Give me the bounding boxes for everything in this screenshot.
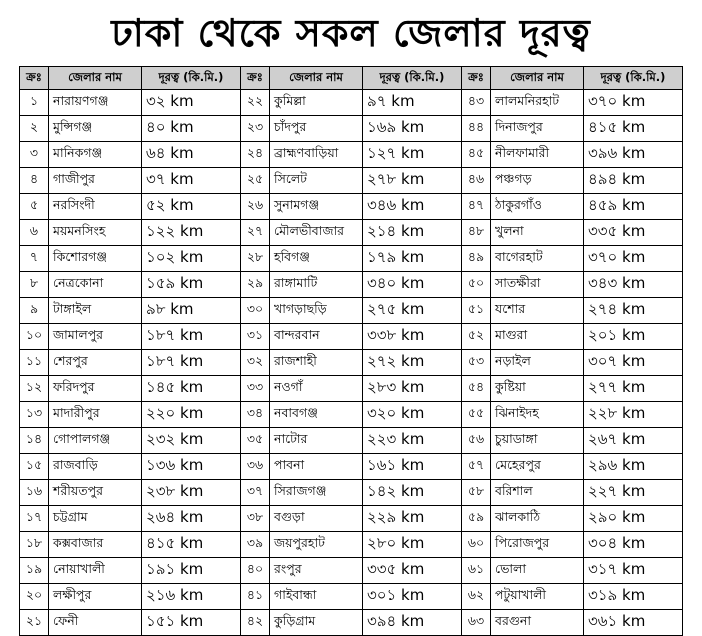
serial-cell: ৪০ bbox=[241, 558, 270, 584]
distance-cell: ৩০১ km bbox=[363, 584, 462, 610]
distance-cell: ২৭৭ km bbox=[584, 376, 683, 402]
district-name-cell: মানিকগঞ্জ bbox=[49, 142, 142, 168]
district-distance-table bbox=[19, 66, 683, 636]
distance-cell: ৩৩৫ km bbox=[363, 558, 462, 584]
distance-cell: ২১৬ km bbox=[142, 584, 241, 610]
distance-cell: ১৭৯ km bbox=[363, 246, 462, 272]
distance-cell: ৩৭০ km bbox=[584, 90, 683, 116]
distance-cell: ৫২ km bbox=[142, 194, 241, 220]
distance-cell: ২৩২ km bbox=[142, 428, 241, 454]
distance-cell: ২৭৪ km bbox=[584, 298, 683, 324]
district-name-cell: খাগড়াছড়ি bbox=[270, 298, 363, 324]
table-row bbox=[20, 506, 683, 532]
serial-cell: ২০ bbox=[20, 584, 49, 610]
serial-cell: ২৩ bbox=[241, 116, 270, 142]
table-body bbox=[20, 90, 683, 636]
serial-cell: ৫ bbox=[20, 194, 49, 220]
serial-cell: ৩৮ bbox=[241, 506, 270, 532]
serial-cell: ২৮ bbox=[241, 246, 270, 272]
serial-cell: ৪ bbox=[20, 168, 49, 194]
serial-cell: ৩৯ bbox=[241, 532, 270, 558]
district-name-cell: কুড়িগ্রাম bbox=[270, 610, 363, 636]
district-name-cell: নওগাঁ bbox=[270, 376, 363, 402]
serial-cell: ১৪ bbox=[20, 428, 49, 454]
distance-cell: ২৬৪ km bbox=[142, 506, 241, 532]
page-title: ঢাকা থেকে সকল জেলার দূরত্ব bbox=[111, 10, 591, 55]
district-name-cell: ব্রাহ্মণবাড়িয়া bbox=[270, 142, 363, 168]
district-name-cell: ফরিদপুর bbox=[49, 376, 142, 402]
district-name-cell: শেরপুর bbox=[49, 350, 142, 376]
table-row bbox=[20, 298, 683, 324]
district-name-cell: লালমনিরহাট bbox=[491, 90, 584, 116]
distance-cell: ২২০ km bbox=[142, 402, 241, 428]
district-name-cell: রাজবাড়ি bbox=[49, 454, 142, 480]
district-name-cell: মাদারীপুর bbox=[49, 402, 142, 428]
district-name-cell: শরীয়তপুর bbox=[49, 480, 142, 506]
district-name-cell: গোপালগঞ্জ bbox=[49, 428, 142, 454]
serial-cell: ৬৩ bbox=[462, 610, 491, 636]
header-district-name: জেলার নাম bbox=[49, 67, 142, 90]
distance-cell: ২৮৩ km bbox=[363, 376, 462, 402]
serial-cell: ৩৫ bbox=[241, 428, 270, 454]
serial-cell: ৫৮ bbox=[462, 480, 491, 506]
serial-cell: ৪৬ bbox=[462, 168, 491, 194]
district-name-cell: যশোর bbox=[491, 298, 584, 324]
serial-cell: ৫৯ bbox=[462, 506, 491, 532]
serial-cell: ১৮ bbox=[20, 532, 49, 558]
distance-cell: ৩০৪ km bbox=[584, 532, 683, 558]
district-name-cell: কিশোরগঞ্জ bbox=[49, 246, 142, 272]
distance-cell: ২২৭ km bbox=[584, 480, 683, 506]
district-name-cell: মৌলভীবাজার bbox=[270, 220, 363, 246]
distance-cell: ৩৭ km bbox=[142, 168, 241, 194]
serial-cell: ৬ bbox=[20, 220, 49, 246]
district-name-cell: হবিগঞ্জ bbox=[270, 246, 363, 272]
district-name-cell: নাটোর bbox=[270, 428, 363, 454]
district-name-cell: কুষ্টিয়া bbox=[491, 376, 584, 402]
table-row bbox=[20, 246, 683, 272]
serial-cell: ৫৩ bbox=[462, 350, 491, 376]
distance-cell: ১৮৭ km bbox=[142, 350, 241, 376]
distance-cell: ৬৪ km bbox=[142, 142, 241, 168]
table-row bbox=[20, 584, 683, 610]
table-row bbox=[20, 116, 683, 142]
distance-cell: ১৫৯ km bbox=[142, 272, 241, 298]
distance-cell: ৩৩৮ km bbox=[363, 324, 462, 350]
district-name-cell: গাইবান্ধা bbox=[270, 584, 363, 610]
header-serial: ক্রঃ bbox=[20, 67, 49, 90]
district-name-cell: পঞ্চগড় bbox=[491, 168, 584, 194]
serial-cell: ১৫ bbox=[20, 454, 49, 480]
distance-cell: ২৭২ km bbox=[363, 350, 462, 376]
serial-cell: ৯ bbox=[20, 298, 49, 324]
distance-cell: ২৬৭ km bbox=[584, 428, 683, 454]
district-name-cell: দিনাজপুর bbox=[491, 116, 584, 142]
distance-cell: ৪৫৯ km bbox=[584, 194, 683, 220]
serial-cell: ১৭ bbox=[20, 506, 49, 532]
distance-cell: ১৫১ km bbox=[142, 610, 241, 636]
serial-cell: ৩৭ bbox=[241, 480, 270, 506]
district-name-cell: গাজীপুর bbox=[49, 168, 142, 194]
district-name-cell: রাঙ্গামাটি bbox=[270, 272, 363, 298]
serial-cell: ২৫ bbox=[241, 168, 270, 194]
serial-cell: ৩২ bbox=[241, 350, 270, 376]
district-name-cell: পটুয়াখালী bbox=[491, 584, 584, 610]
district-name-cell: নরসিংদী bbox=[49, 194, 142, 220]
distance-cell: ১৮৭ km bbox=[142, 324, 241, 350]
serial-cell: ৫২ bbox=[462, 324, 491, 350]
table-row bbox=[20, 324, 683, 350]
distance-cell: ১৬৯ km bbox=[363, 116, 462, 142]
district-name-cell: বরিশাল bbox=[491, 480, 584, 506]
header-district-name: জেলার নাম bbox=[270, 67, 363, 90]
table-row bbox=[20, 142, 683, 168]
district-name-cell: লক্ষীপুর bbox=[49, 584, 142, 610]
header-serial: ক্রঃ bbox=[241, 67, 270, 90]
table-row bbox=[20, 480, 683, 506]
distance-cell: ৯৮ km bbox=[142, 298, 241, 324]
district-name-cell: নবাবগঞ্জ bbox=[270, 402, 363, 428]
table-row bbox=[20, 272, 683, 298]
district-name-cell: কুমিল্লা bbox=[270, 90, 363, 116]
distance-cell: ৪৯৪ km bbox=[584, 168, 683, 194]
table-row bbox=[20, 220, 683, 246]
table-row bbox=[20, 558, 683, 584]
serial-cell: ৩১ bbox=[241, 324, 270, 350]
serial-cell: ৩০ bbox=[241, 298, 270, 324]
district-name-cell: ঠাকুরগাঁও bbox=[491, 194, 584, 220]
district-name-cell: নোয়াখালী bbox=[49, 558, 142, 584]
serial-cell: ৬২ bbox=[462, 584, 491, 610]
distance-cell: ২০১ km bbox=[584, 324, 683, 350]
table-row bbox=[20, 194, 683, 220]
serial-cell: ১১ bbox=[20, 350, 49, 376]
serial-cell: ১৩ bbox=[20, 402, 49, 428]
district-name-cell: টাঙ্গাইল bbox=[49, 298, 142, 324]
serial-cell: ২৬ bbox=[241, 194, 270, 220]
serial-cell: ৪৭ bbox=[462, 194, 491, 220]
serial-cell: ২৪ bbox=[241, 142, 270, 168]
distance-cell: ২১৪ km bbox=[363, 220, 462, 246]
district-name-cell: জয়পুরহাট bbox=[270, 532, 363, 558]
district-name-cell: সিলেট bbox=[270, 168, 363, 194]
serial-cell: ৩৩ bbox=[241, 376, 270, 402]
district-name-cell: রাজশাহী bbox=[270, 350, 363, 376]
district-name-cell: ঝিনাইদহ bbox=[491, 402, 584, 428]
distance-cell: ১২২ km bbox=[142, 220, 241, 246]
district-name-cell: নেত্রকোনা bbox=[49, 272, 142, 298]
serial-cell: ৫৭ bbox=[462, 454, 491, 480]
distance-cell: ৩০৭ km bbox=[584, 350, 683, 376]
table-row bbox=[20, 350, 683, 376]
district-name-cell: চাঁদপুর bbox=[270, 116, 363, 142]
serial-cell: ৪৪ bbox=[462, 116, 491, 142]
distance-cell: ৩৭০ km bbox=[584, 246, 683, 272]
district-name-cell: নড়াইল bbox=[491, 350, 584, 376]
table-row bbox=[20, 168, 683, 194]
distance-cell: ১০২ km bbox=[142, 246, 241, 272]
header-serial: ক্রঃ bbox=[462, 67, 491, 90]
serial-cell: ১৬ bbox=[20, 480, 49, 506]
distance-cell: ৩১৯ km bbox=[584, 584, 683, 610]
serial-cell: ৩৬ bbox=[241, 454, 270, 480]
distance-cell: ২৭৫ km bbox=[363, 298, 462, 324]
distance-cell: ২২৯ km bbox=[363, 506, 462, 532]
district-name-cell: বাগেরহাট bbox=[491, 246, 584, 272]
distance-cell: ৩৯৪ km bbox=[363, 610, 462, 636]
district-name-cell: কক্সবাজার bbox=[49, 532, 142, 558]
table-header-row bbox=[20, 67, 683, 90]
district-name-cell: সুনামগঞ্জ bbox=[270, 194, 363, 220]
distance-cell: ৪১৫ km bbox=[142, 532, 241, 558]
serial-cell: ৫৬ bbox=[462, 428, 491, 454]
district-name-cell: বরগুনা bbox=[491, 610, 584, 636]
distance-cell: ৩৪০ km bbox=[363, 272, 462, 298]
distance-cell: ১৪৫ km bbox=[142, 376, 241, 402]
district-name-cell: পিরোজপুর bbox=[491, 532, 584, 558]
distance-cell: ৪১৫ km bbox=[584, 116, 683, 142]
distance-cell: ৩৪৩ km bbox=[584, 272, 683, 298]
district-name-cell: খুলনা bbox=[491, 220, 584, 246]
serial-cell: ৩ bbox=[20, 142, 49, 168]
serial-cell: ১৯ bbox=[20, 558, 49, 584]
district-name-cell: ঝালকাঠি bbox=[491, 506, 584, 532]
table-row bbox=[20, 610, 683, 636]
serial-cell: ২ bbox=[20, 116, 49, 142]
serial-cell: ২২ bbox=[241, 90, 270, 116]
distance-cell: ৩৪৬ km bbox=[363, 194, 462, 220]
district-name-cell: মুন্সিগঞ্জ bbox=[49, 116, 142, 142]
header-distance: দূরত্ব (কি.মি.) bbox=[584, 67, 683, 90]
district-name-cell: পাবনা bbox=[270, 454, 363, 480]
header-distance: দূরত্ব (কি.মি.) bbox=[363, 67, 462, 90]
district-name-cell: রংপুর bbox=[270, 558, 363, 584]
distance-cell: ৯৭ km bbox=[363, 90, 462, 116]
serial-cell: ৪৮ bbox=[462, 220, 491, 246]
distance-cell: ৪০ km bbox=[142, 116, 241, 142]
serial-cell: ৬১ bbox=[462, 558, 491, 584]
serial-cell: ৫৫ bbox=[462, 402, 491, 428]
distance-cell: ১৩৬ km bbox=[142, 454, 241, 480]
distance-cell: ৩২ km bbox=[142, 90, 241, 116]
district-name-cell: মেহেরপুর bbox=[491, 454, 584, 480]
table-row bbox=[20, 454, 683, 480]
distance-cell: ২৩৮ km bbox=[142, 480, 241, 506]
district-name-cell: চুয়াডাঙ্গা bbox=[491, 428, 584, 454]
serial-cell: ৪৯ bbox=[462, 246, 491, 272]
distance-cell: ১৬১ km bbox=[363, 454, 462, 480]
distance-cell: ৩২০ km bbox=[363, 402, 462, 428]
district-name-cell: বান্দরবান bbox=[270, 324, 363, 350]
distance-cell: ১৯১ km bbox=[142, 558, 241, 584]
serial-cell: ৪৫ bbox=[462, 142, 491, 168]
distance-cell: ১২৭ km bbox=[363, 142, 462, 168]
distance-cell: ২২৮ km bbox=[584, 402, 683, 428]
district-name-cell: ময়মনসিংহ bbox=[49, 220, 142, 246]
serial-cell: ৪১ bbox=[241, 584, 270, 610]
district-name-cell: ফেনী bbox=[49, 610, 142, 636]
header-distance: দূরত্ব (কি.মি.) bbox=[142, 67, 241, 90]
serial-cell: ৬০ bbox=[462, 532, 491, 558]
serial-cell: ২১ bbox=[20, 610, 49, 636]
distance-cell: ৩১৭ km bbox=[584, 558, 683, 584]
serial-cell: ৪৩ bbox=[462, 90, 491, 116]
serial-cell: ৩৪ bbox=[241, 402, 270, 428]
serial-cell: ২৯ bbox=[241, 272, 270, 298]
serial-cell: ৮ bbox=[20, 272, 49, 298]
district-name-cell: নারায়ণগঞ্জ bbox=[49, 90, 142, 116]
district-name-cell: বগুড়া bbox=[270, 506, 363, 532]
district-name-cell: সিরাজগঞ্জ bbox=[270, 480, 363, 506]
distance-cell: ২৭৮ km bbox=[363, 168, 462, 194]
serial-cell: ৫১ bbox=[462, 298, 491, 324]
serial-cell: ১ bbox=[20, 90, 49, 116]
table-row bbox=[20, 376, 683, 402]
distance-cell: ২৮০ km bbox=[363, 532, 462, 558]
district-name-cell: নীলফামারী bbox=[491, 142, 584, 168]
distance-cell: ৩৩৫ km bbox=[584, 220, 683, 246]
serial-cell: ৪২ bbox=[241, 610, 270, 636]
table-row bbox=[20, 90, 683, 116]
table-row bbox=[20, 402, 683, 428]
district-name-cell: মাগুরা bbox=[491, 324, 584, 350]
serial-cell: ৭ bbox=[20, 246, 49, 272]
distance-cell: ২২৩ km bbox=[363, 428, 462, 454]
serial-cell: ২৭ bbox=[241, 220, 270, 246]
table-row bbox=[20, 428, 683, 454]
header-district-name: জেলার নাম bbox=[491, 67, 584, 90]
district-name-cell: চট্টগ্রাম bbox=[49, 506, 142, 532]
distance-cell: ২৯৬ km bbox=[584, 454, 683, 480]
serial-cell: ১২ bbox=[20, 376, 49, 402]
district-name-cell: জামালপুর bbox=[49, 324, 142, 350]
table-row bbox=[20, 532, 683, 558]
distance-cell: ৩৬১ km bbox=[584, 610, 683, 636]
serial-cell: ১০ bbox=[20, 324, 49, 350]
distance-cell: ১৪২ km bbox=[363, 480, 462, 506]
distance-cell: ২৯০ km bbox=[584, 506, 683, 532]
district-name-cell: ভোলা bbox=[491, 558, 584, 584]
district-name-cell: সাতক্ষীরা bbox=[491, 272, 584, 298]
serial-cell: ৫০ bbox=[462, 272, 491, 298]
serial-cell: ৫৪ bbox=[462, 376, 491, 402]
distance-cell: ৩৯৬ km bbox=[584, 142, 683, 168]
